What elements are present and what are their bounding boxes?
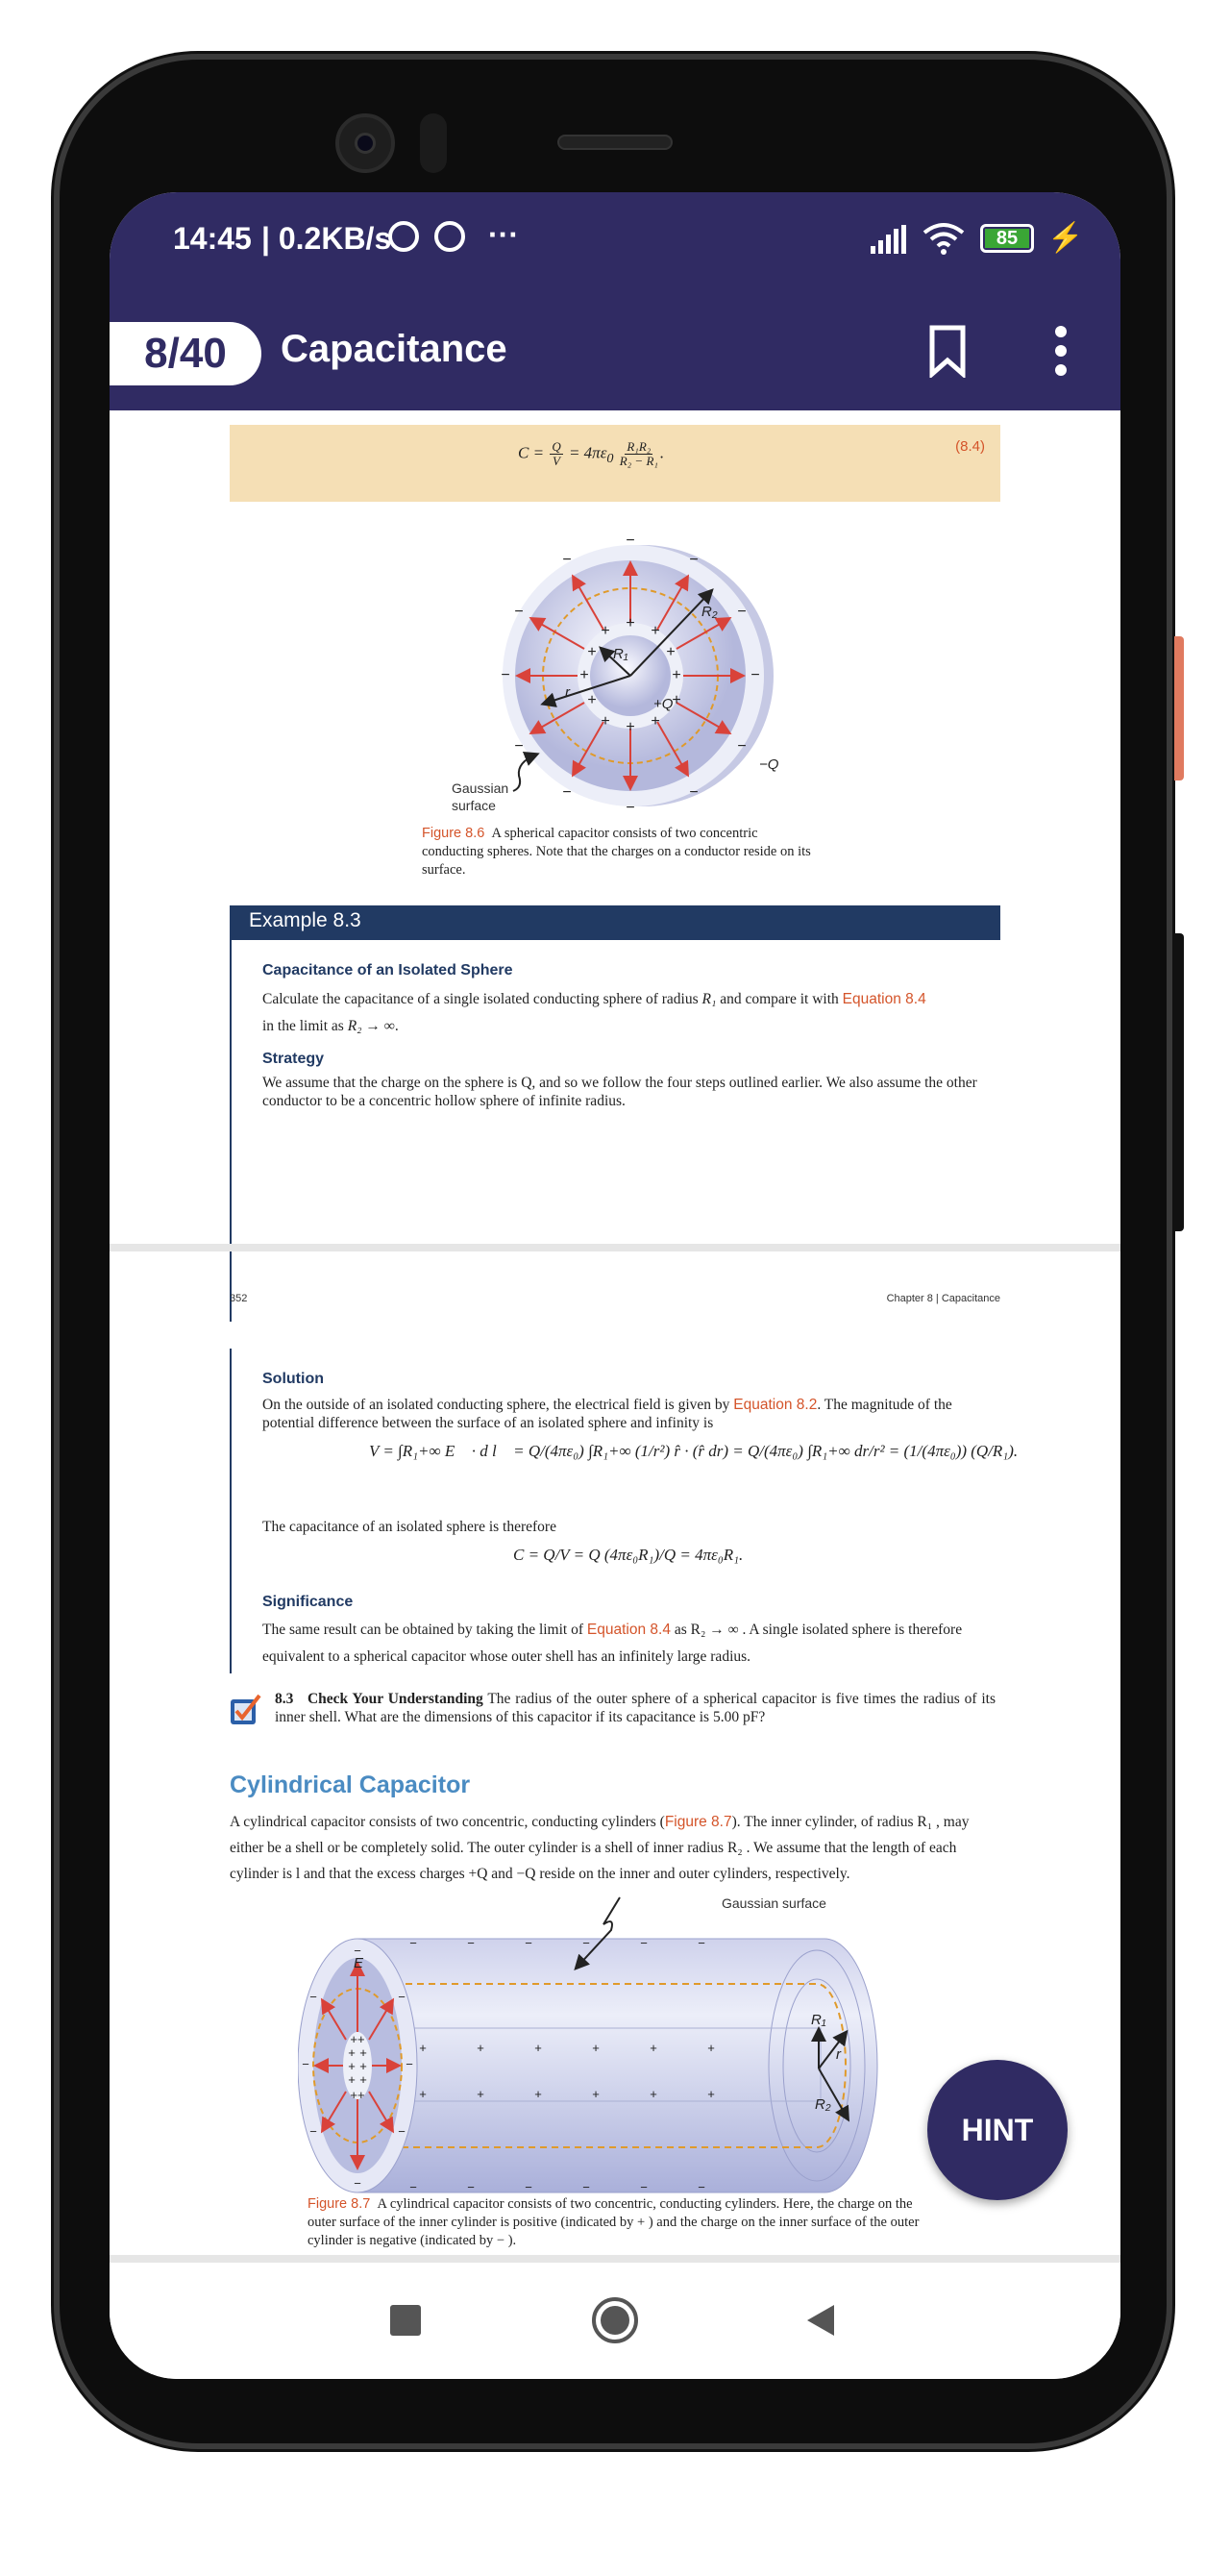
page-divider: [110, 1244, 1120, 1251]
svg-text:+: +: [650, 2087, 657, 2101]
label-gaussian: Gaussian: [452, 780, 509, 796]
svg-text:−: −: [698, 1936, 705, 1950]
section-text-a: A cylindrical capacitor consists of two concentric, conducting cylinders (: [230, 1814, 665, 1830]
label-surface: surface: [452, 798, 496, 813]
svg-text:+: +: [601, 623, 610, 639]
svg-text:+: +: [587, 692, 597, 708]
svg-text:−: −: [582, 2180, 590, 2193]
svg-text:−: −: [514, 604, 524, 620]
label-minus-q: −Q: [759, 756, 779, 773]
section-title: Cylindrical Capacitor: [230, 1771, 471, 1798]
significance-text: [262, 1617, 993, 1671]
svg-text:−: −: [398, 1990, 406, 2004]
svg-text:−: −: [562, 784, 572, 801]
chapter-title: Capacitance: [281, 328, 507, 370]
label-e: E: [354, 1955, 364, 1971]
back-button[interactable]: [805, 2303, 836, 2338]
figure-8-6-label: Figure 8.6: [422, 826, 485, 841]
svg-text:+: +: [601, 713, 610, 730]
app-notification-icon: [388, 221, 419, 252]
figure-8-6-spherical-capacitor: [423, 524, 826, 831]
problem-text: and compare it with: [716, 991, 843, 1007]
check-number: 8.3: [275, 1691, 294, 1707]
camera-sensor: [420, 113, 447, 173]
svg-text:+: +: [477, 2087, 484, 2101]
svg-text:+: +: [359, 2045, 367, 2060]
battery-icon: [980, 224, 1034, 253]
example-title: Capacitance of an Isolated Sphere: [262, 962, 513, 978]
svg-text:+: +: [672, 667, 681, 683]
svg-text:+: +: [534, 2041, 542, 2055]
page-number: 352: [230, 1293, 248, 1304]
svg-text:−: −: [640, 2180, 648, 2193]
svg-text:−: −: [302, 2057, 309, 2071]
svg-text:−: −: [525, 2180, 532, 2193]
equation-8-4-link[interactable]: Equation 8.4: [586, 1622, 671, 1638]
svg-text:+: +: [587, 644, 597, 660]
svg-text:−: −: [698, 2180, 705, 2193]
problem-text: in the limit as: [262, 1018, 348, 1034]
hint-button[interactable]: HINT: [927, 2060, 1068, 2200]
svg-text:+: +: [651, 713, 660, 730]
figure-8-7-caption: [308, 2195, 932, 2250]
navigation-bar: [110, 2268, 1120, 2379]
wifi-icon: [922, 221, 965, 256]
significance-text-b: as R₂ → ∞ . A single isolated sphere is therefore equivalent to a spherical capacitor whose outer shell has an infinitely large radius.: [262, 1622, 963, 1665]
earpiece-speaker: [557, 135, 673, 150]
svg-text:−: −: [626, 533, 635, 549]
problem-text: .: [394, 1018, 399, 1034]
caption-text: A spherical capacitor consists of two concentric conducting spheres. Note that the charges on a conductor reside on its surface.: [422, 826, 811, 878]
therefore-text: The capacitance of an isolated sphere is therefore: [262, 1519, 556, 1535]
eq-mid: = 4πε: [568, 443, 607, 462]
svg-text:−: −: [689, 784, 699, 801]
eq-num: R₁R₂: [627, 439, 652, 454]
svg-text:+: +: [651, 623, 660, 639]
svg-text:−: −: [626, 800, 635, 816]
svg-text:+: +: [419, 2041, 427, 2055]
page-divider: [110, 2255, 1120, 2263]
example-left-border: [230, 940, 232, 1322]
svg-text:+: +: [666, 644, 676, 660]
svg-text:++: ++: [350, 2032, 365, 2046]
equation-8-4-link[interactable]: Equation 8.4: [842, 991, 926, 1007]
eq-lhs: C =: [518, 443, 545, 462]
significance-text-a: The same result can be obtained by taking the limit of: [262, 1622, 587, 1638]
svg-text:+: +: [348, 2059, 356, 2073]
figure-8-6-caption: [422, 825, 816, 879]
battery-level: 85: [985, 229, 1029, 248]
app-notification-icon: [434, 221, 465, 252]
app-bar: [110, 295, 1120, 410]
figure-8-7-label: Figure 8.7: [308, 2196, 371, 2212]
equation-8-4-box: [230, 425, 1000, 502]
svg-text:−: −: [409, 2180, 417, 2193]
status-bar: [110, 192, 1120, 295]
equation-8-4: [518, 440, 664, 468]
eq-tail: .: [659, 443, 665, 462]
eq-den: R₂ − R₁: [619, 454, 658, 468]
svg-text:−: −: [501, 667, 510, 683]
eq-q: Q: [552, 439, 561, 454]
label-r: r: [836, 2046, 841, 2063]
label-r1: R₁: [613, 646, 628, 662]
equation-8-2-link[interactable]: Equation 8.2: [733, 1397, 818, 1413]
section-paragraph: [230, 1809, 998, 1887]
svg-text:−: −: [354, 2176, 361, 2191]
check-text: The radius of the outer sphere of a spherical capacitor is five times the radius of its inner shell. What are the dimensions of this capacitor if its capacitance is 5.00 pF?: [275, 1691, 996, 1725]
svg-text:−: −: [640, 1936, 648, 1950]
svg-text:+: +: [348, 2072, 356, 2087]
svg-text:+: +: [359, 2059, 367, 2073]
page-indicator[interactable]: 8/40: [110, 322, 261, 385]
svg-text:−: −: [409, 1936, 417, 1950]
signal-icon: [871, 225, 909, 254]
label-gaussian-surface: Gaussian surface: [722, 1895, 826, 1911]
r1: R₁: [701, 991, 717, 1007]
significance-title: Significance: [262, 1594, 354, 1610]
eq-sub: 0: [606, 450, 614, 466]
screen: [110, 192, 1120, 2379]
svg-text:−: −: [514, 738, 524, 755]
more-notifications-icon: ···: [488, 217, 519, 252]
svg-text:+: +: [626, 719, 635, 735]
running-header: Chapter 8 | Capacitance: [886, 1293, 1000, 1304]
limit: R₂ → ∞: [347, 1018, 395, 1034]
svg-text:+: +: [534, 2087, 542, 2101]
solution-text-a: On the outside of an isolated conducting sphere, the electrical field is given by: [262, 1397, 734, 1413]
label-r: r: [565, 684, 570, 701]
eq-v: V: [553, 454, 560, 468]
strategy-title: Strategy: [262, 1051, 325, 1067]
home-button[interactable]: [592, 2297, 638, 2343]
solution-title: Solution: [262, 1371, 324, 1387]
section-text-b: ). The inner cylinder, of radius R₁ , may either be a shell or be completely solid. The outer cylinder is a shell of inner radius R₂ . We assume that the length of each cylinder is l and that the excess charges +Q and −Q reside on the inner and outer cylinders, respectively.: [230, 1814, 970, 1882]
check-title: Check Your Understanding: [307, 1691, 483, 1707]
svg-text:+: +: [592, 2041, 600, 2055]
volume-button: [1174, 636, 1184, 780]
caption-text: A cylindrical capacitor consists of two concentric, conducting cylinders. Here, the charge on the outer surface of the inner cylinder is positive (indicated by + ) and the charge on the inner surface of the outer cylinder is negative (indicated by − ).: [308, 2196, 920, 2248]
recent-apps-button[interactable]: [390, 2305, 421, 2336]
power-button: [1174, 933, 1184, 1231]
equation-potential: V = ∫R₁+∞ E⃗ · d l⃗ = Q/(4πε₀) ∫R₁+∞ (1/r²) r̂ · (r̂ dr) = Q/(4πε₀) ∫R₁+∞ dr/r² = (1/(4πε₀)) (Q/R₁).: [369, 1442, 1019, 1460]
svg-text:−: −: [750, 667, 760, 683]
svg-text:−: −: [309, 1990, 317, 2004]
example-header: Example 8.3: [230, 905, 1000, 940]
example-problem: [262, 986, 993, 1040]
svg-text:+: +: [707, 2041, 715, 2055]
svg-text:−: −: [562, 552, 572, 568]
strategy-text: We assume that the charge on the sphere is Q, and so we follow the four steps outlined earlier. We also assume the other conductor to be a concentric hollow sphere of infinite radius.: [262, 1075, 977, 1109]
svg-text:+: +: [650, 2041, 657, 2055]
svg-text:+: +: [359, 2072, 367, 2087]
label-plus-q: +Q: [653, 696, 674, 712]
more-options-icon[interactable]: [1051, 324, 1070, 378]
solution-text-b: . The magnitude of the potential difference between the surface of an isolated sphere and infinity is: [262, 1397, 952, 1431]
svg-text:+: +: [626, 615, 635, 632]
status-time: 14:45: [173, 221, 252, 256]
svg-text:−: −: [737, 738, 747, 755]
solution-left-border: [230, 1349, 232, 1673]
label-r1: R₁: [811, 2012, 826, 2028]
charging-icon: ⚡: [1047, 222, 1084, 254]
network-speed: | 0.2KB/s: [261, 221, 392, 256]
figure-8-7-link[interactable]: Figure 8.7: [664, 1814, 732, 1830]
svg-text:+: +: [579, 667, 589, 683]
svg-text:+: +: [348, 2045, 356, 2060]
solution-text: [262, 1396, 993, 1432]
svg-text:−: −: [689, 552, 699, 568]
svg-text:−: −: [582, 1936, 590, 1950]
svg-text:−: −: [398, 2124, 406, 2139]
check-understanding-icon: [229, 1694, 261, 1726]
svg-text:−: −: [467, 2180, 475, 2193]
svg-text:++: ++: [350, 2088, 365, 2102]
svg-text:+: +: [477, 2041, 484, 2055]
svg-text:+: +: [592, 2087, 600, 2101]
front-camera: [335, 113, 395, 173]
svg-text:−: −: [406, 2057, 413, 2071]
svg-text:−: −: [525, 1936, 532, 1950]
svg-text:+: +: [419, 2087, 427, 2101]
svg-text:−: −: [354, 1944, 361, 1958]
svg-text:−: −: [467, 1936, 475, 1950]
svg-text:+: +: [672, 692, 681, 708]
svg-text:−: −: [737, 604, 747, 620]
svg-text:−: −: [309, 2124, 317, 2139]
equation-capacitance: C = Q/V = Q (4πε₀R₁)/Q = 4πε₀R₁.: [513, 1546, 744, 1564]
figure-8-7-cylindrical-capacitor: [298, 1895, 951, 2193]
problem-text: Calculate the capacitance of a single isolated conducting sphere of radius: [262, 991, 702, 1007]
label-r2: R₂: [815, 2096, 831, 2113]
equation-number: (8.4): [955, 438, 985, 455]
check-understanding: [275, 1690, 996, 1726]
bookmark-icon[interactable]: [928, 324, 967, 378]
svg-text:+: +: [707, 2087, 715, 2101]
label-r2: R₂: [701, 604, 718, 620]
